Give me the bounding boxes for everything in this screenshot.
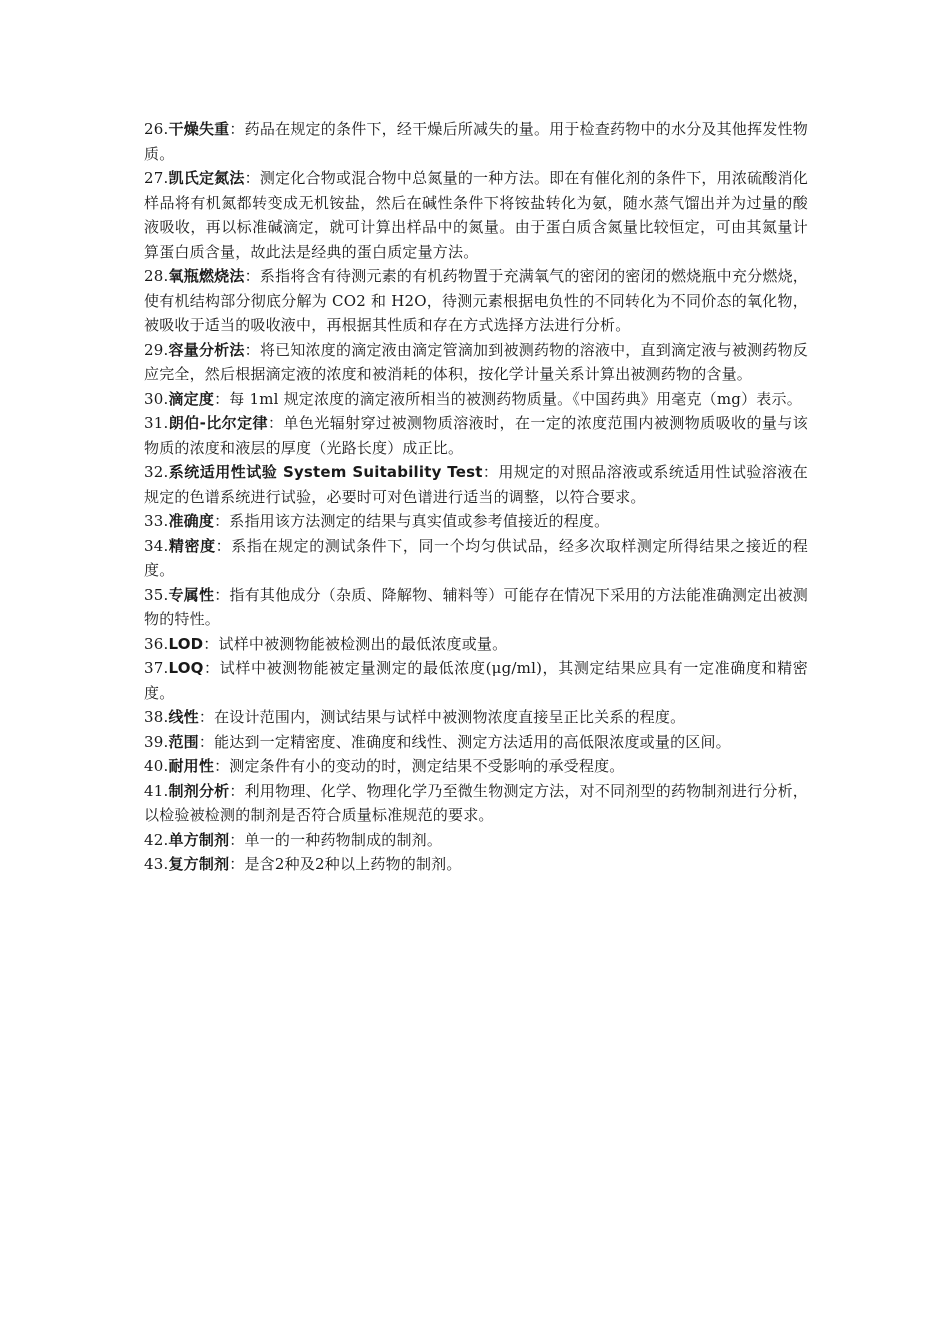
entry-number: 26.: [144, 120, 169, 138]
entry-separator: ：: [229, 855, 245, 873]
entry-separator: ：: [244, 169, 260, 187]
entry-definition: 系指在规定的测试条件下，同一个均匀供试品，经多次取样测定所得结果之接近的程度。: [144, 536, 809, 579]
entry-separator: ：: [198, 708, 215, 726]
entry-term: 朗伯-比尔定律: [168, 414, 268, 432]
glossary-entry: [144, 632, 808, 657]
entry-term: 单方制剂: [168, 830, 230, 849]
entry-separator: ：: [214, 512, 230, 530]
entry-number: 37.: [144, 659, 169, 677]
entry-term: LOD: [168, 634, 204, 653]
entry-definition: 试样中被测物能被定量测定的最低浓度(μg/ml)，其测定结果应具有一定准确度和精密度。: [144, 659, 808, 702]
entry-definition: 系指用该方法测定的结果与真实值或参考值接近的程度。: [229, 512, 610, 530]
glossary-entry: [144, 730, 808, 755]
entry-number: 30.: [144, 389, 169, 408]
entry-separator: ：: [203, 659, 220, 677]
glossary-entry: [144, 828, 808, 853]
entry-number: 34.: [144, 536, 169, 555]
glossary-entry: [144, 509, 808, 534]
entry-separator: ：: [215, 536, 232, 555]
entry-number: 35.: [144, 585, 169, 604]
entry-number: 29.: [144, 340, 169, 359]
entry-definition: 是含2种及2种以上药物的制剂。: [244, 855, 462, 873]
entry-definition: 单一的一种药物制成的制剂。: [244, 830, 443, 849]
entry-definition: 测定化合物或混合物中总氮量的一种方法。即在有催化剂的条件下，用浓硫酸消化样品将有机氮都转变成无机铵盐，然后在碱性条件下将铵盐转化为氨，随水蒸气馏出并为过量的酸液吸收，再以标准碱滴定，就可计算出样品中的氮量。由于蛋白质含氮量比较恒定，可由其氮量计算蛋白质含量，故此法是经典的蛋白质定量方法。: [144, 169, 808, 261]
entry-term: 耐用性: [168, 757, 215, 775]
entry-definition: 药品在规定的条件下，经干燥后所减失的量。用于检查药物中的水分及其他挥发性物质。: [144, 120, 808, 163]
entry-definition: 单色光辐射穿过被测物质溶液时，在一定的浓度范围内被测物质吸收的量与该物质的浓度和液层的厚度（光路长度）成正比。: [144, 414, 808, 457]
entry-number: 41.: [144, 781, 169, 800]
entry-number: 27.: [144, 169, 169, 187]
glossary-entry: [144, 852, 808, 877]
entry-number: 43.: [144, 855, 169, 873]
entry-number: 42.: [144, 830, 169, 849]
entry-definition: 用规定的对照品溶液或系统适用性试验溶液在规定的色谱系统进行试验，必要时可对色谱进行适当的调整，以符合要求。: [144, 463, 809, 506]
entry-separator: ：: [267, 414, 284, 432]
entry-number: 40.: [144, 757, 169, 775]
entry-term: 制剂分析: [168, 781, 230, 800]
entry-definition: 系指将含有待测元素的有机药物置于充满氧气的密闭的密闭的燃烧瓶中充分燃烧，使有机结构部分彻底分解为 CO2 和 H2O，待测元素根据电负性的不同转化为不同价态的氧化物，被吸收于适当的吸收液中，再根据其性质和存在方式选择方法进行分析。: [144, 267, 808, 334]
entry-number: 39.: [144, 732, 169, 751]
glossary-entry: [144, 460, 808, 509]
glossary-entry: [144, 583, 808, 632]
glossary-entry: [144, 264, 808, 338]
entry-separator: ：: [229, 781, 245, 800]
entry-term: 凯氏定氮法: [168, 169, 245, 187]
glossary-entry: [144, 387, 808, 412]
entry-term: 干燥失重: [168, 120, 230, 138]
entry-number: 32.: [144, 463, 169, 481]
entry-number: 28.: [144, 267, 169, 285]
entry-separator: ：: [229, 830, 245, 849]
glossary-entry: [144, 117, 808, 166]
entry-definition: 测定条件有小的变动的时，测定结果不受影响的承受程度。: [229, 757, 625, 775]
glossary-entry: [144, 705, 808, 730]
entry-term: 准确度: [168, 512, 215, 530]
entry-separator: ：: [198, 732, 215, 751]
glossary-entry: [144, 656, 808, 705]
entry-definition: 能达到一定精密度、准确度和线性、测定方法适用的高低限浓度或量的区间。: [214, 732, 731, 751]
entry-separator: ：: [203, 634, 219, 653]
glossary-entry: [144, 166, 808, 264]
glossary-entry: [144, 534, 808, 583]
glossary-list: [144, 117, 808, 877]
entry-definition: 指有其他成分（杂质、降解物、辅料等）可能存在情况下采用的方法能准确测定出被测物的特性。: [144, 585, 809, 628]
entry-separator: ：: [214, 757, 230, 775]
entry-separator: ：: [214, 389, 230, 408]
entry-separator: ：: [244, 340, 260, 359]
entry-term: LOQ: [168, 659, 204, 677]
entry-number: 36.: [144, 634, 169, 653]
entry-number: 38.: [144, 708, 169, 726]
entry-definition: 将已知浓度的滴定液由滴定管滴加到被测药物的溶液中，直到滴定液与被测药物反应完全，然后根据滴定液的浓度和被消耗的体积，按化学计量关系计算出被测药物的含量。: [144, 340, 808, 383]
entry-definition: 在设计范围内，测试结果与试样中被测物浓度直接呈正比关系的程度。: [214, 708, 686, 726]
entry-term: 系统适用性试验 System Suitability Test: [168, 463, 483, 481]
entry-number: 31.: [144, 414, 169, 432]
entry-separator: ：: [244, 267, 260, 285]
entry-definition: 试样中被测物能被检测出的最低浓度或量。: [218, 634, 508, 653]
entry-definition: 每 1ml 规定浓度的滴定液所相当的被测药物质量。《中国药典》用毫克（mg）表示。: [229, 389, 802, 408]
glossary-entry: [144, 754, 808, 779]
entry-term: 容量分析法: [168, 340, 245, 359]
entry-term: 精密度: [168, 536, 216, 555]
entry-term: 范围: [168, 732, 199, 751]
entry-separator: ：: [482, 463, 499, 481]
entry-term: 专属性: [168, 585, 215, 604]
glossary-entry: [144, 779, 808, 828]
entry-number: 33.: [144, 512, 169, 530]
entry-term: 复方制剂: [168, 855, 230, 873]
entry-separator: ：: [214, 585, 230, 604]
glossary-entry: [144, 411, 808, 460]
entry-term: 线性: [168, 708, 199, 726]
entry-term: 滴定度: [168, 389, 215, 408]
glossary-entry: [144, 338, 808, 387]
entry-term: 氧瓶燃烧法: [168, 267, 245, 285]
entry-separator: ：: [229, 120, 245, 138]
entry-definition: 利用物理、化学、物理化学乃至微生物测定方法，对不同剂型的药物制剂进行分析，以检验被检测的制剂是否符合质量标准规范的要求。: [144, 781, 808, 824]
